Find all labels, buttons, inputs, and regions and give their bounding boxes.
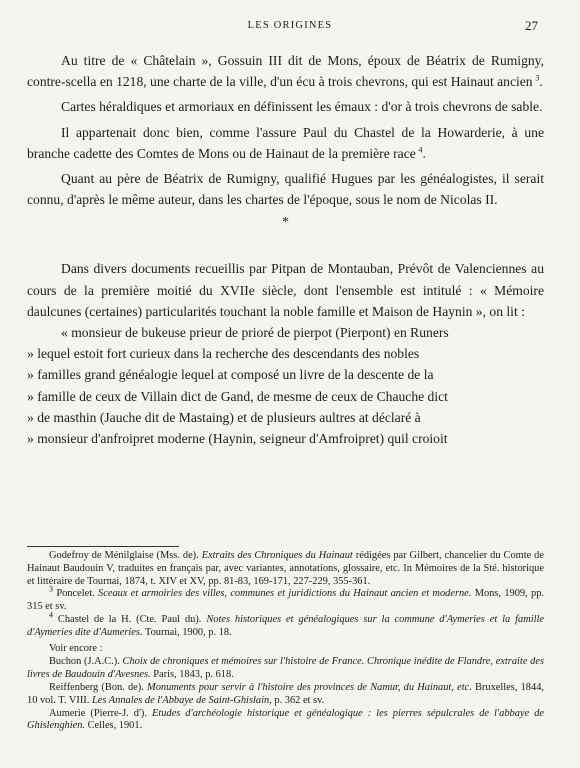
reference [27,656,544,682]
footnote [27,550,544,588]
paragraph: Au titre de « Châtelain », Gossuin III dit de Mons, époux de Béatrix de Rumigny, contre-scella en 1218, une charte de la ville, d'un écu à trois chevrons, qui est Hainaut ancien $^3$. [27,53,544,90]
footnote-mark: 4 [49,610,53,620]
paragraph-text: Au titre de « Châtelain », Gossuin III dit de Mons, époux de Béatrix de Rumigny, contre-scella en 1218, une charte de la ville, d'un écu à trois chevrons, qui est Hainaut ancien [27,53,544,90]
footnote-rule [27,546,179,547]
footnote-title: Notes historiques et généalogiques sur la commune d'Aymeries et la famille d'Aymeries dite d'Aumeries. [27,613,544,638]
reference-author: Aumerie (Pierre-J. d'). [49,707,147,719]
quote-line: » monsieur d'anfroipret moderne (Haynin, seigneur d'Amfroipret) quil croioit [27,431,448,447]
reference-details: Paris, 1843, p. 618. [153,669,234,681]
paragraph: Dans divers documents recueillis par Pitpan de Montauban, Prévôt de Valenciennes au cours de la première moitié du XVIIe siècle, dont l'ensemble est intitulé : « Mémoire daulcunes (certaines) particularités touchant la noble famille et Maison de Haynin », on lit : [27,261,544,319]
footnote-title: Extraits des Chroniques du Hainaut [201,550,353,561]
reference-title: Choix de chroniques et mémoires sur l'histoire de France. Chronique inédite de Flandre, extraite des livres de Baudouin d'Avesnes. [27,656,544,681]
footnotes [27,546,544,733]
quote-line: » de masthin (Jauche dit de Mastaing) et de plusieurs aultres at déclaré à [27,409,421,425]
paragraph-text: Il appartenait donc bien, comme l'assure Paul du Chastel de la Howarderie, à une branche cadette des Comtes de Mons ou de Hainaut de la première race [27,124,544,161]
reference [27,682,544,708]
footnote-author: Poncelet. [56,588,95,600]
footnote-details: Mons, 1909, pp. 315 et sv. [27,588,544,613]
footnote [27,584,544,614]
body-text [27,50,544,449]
reference-author: Reiffenberg (Bon. de). [49,681,144,693]
note-ref[interactable]: 3 [535,73,540,83]
see-also-heading: Voir encore : [49,642,103,654]
reference-details: p. 362 et sv. [274,694,325,706]
reference-details: Bruxelles, 1844, 10 vol. T. VIII. [27,681,544,706]
paragraph: Quant au père de Béatrix de Rumigny, qualifié Hugues par les généalogistes, il serait connu, d'après le même auteur, dans les chartes de l'époque, sous le nom de Nicolas II. [27,171,544,208]
quote-line: » familles grand généalogie lequel at composé un livre de la descente de la [27,367,434,383]
reference-author: Buchon (J.A.C.). [49,656,120,668]
quote-line: » lequel estoit fort curieux dans la recherche des descendants des nobles [27,346,420,362]
footnote [27,610,544,640]
page-number: 27 [525,18,538,33]
paragraph: Il appartenait donc bien, comme l'assure Paul du Chastel de la Howarderie, à une branche cadette des Comtes de Mons ou de Hainaut de la première race $^4$. [27,124,544,161]
paragraph: Cartes héraldiques et armoriaux en définissent les émaux : d'or à trois chevrons de sable. [61,99,543,115]
quote-line: » famille de ceux de Villain dict de Gand, de mesme de ceux de Chauche dict [27,388,448,404]
running-title: LES ORIGINES [247,20,333,31]
footnote-author: Godefroy de Ménilglaise (Mss. de). [49,550,199,561]
footnote-title: Sceaux et armoiries des villes, communes et juridictions du Hainaut ancien et moderne. [98,588,472,600]
footnote-author: Chastel de la H. (Cte. Paul du). [57,613,202,625]
reference-title: Etudes d'archéologie historique et généalogique : les pierres sépulcrales de l'abbaye de Ghislenghien. [27,707,544,732]
reference-title: Monuments pour servir à l'histoire des provinces de Namur, du Hainaut, etc. [147,681,472,693]
section-separator: * [282,215,289,231]
footnote-details: Tournai, 1900, p. 18. [144,626,232,638]
footnote-details: rédigées par Gilbert, chancelier du Comte de Hainaut Baudouin V, traduites en français par, avec variantes, annotations, glossaire, etc. In Mémoires de la Sté. historique et littéraire de Tournai, 1874, t. XIV et XV, pp. 81-83, 169-171, 227-229, 355-361. [27,550,544,587]
reference-details: Celles, 1901. [87,720,143,732]
note-ref[interactable]: 4 [418,145,423,155]
footnote-mark: 3 [49,584,53,594]
quote-line: « monsieur de bukeuse prieur de prioré de pierpot (Pierpont) en Runers [61,325,449,341]
reference [27,708,544,734]
running-head [0,20,580,36]
reference-title: Les Annales de l'Abbaye de Saint-Ghislain, [91,694,272,706]
